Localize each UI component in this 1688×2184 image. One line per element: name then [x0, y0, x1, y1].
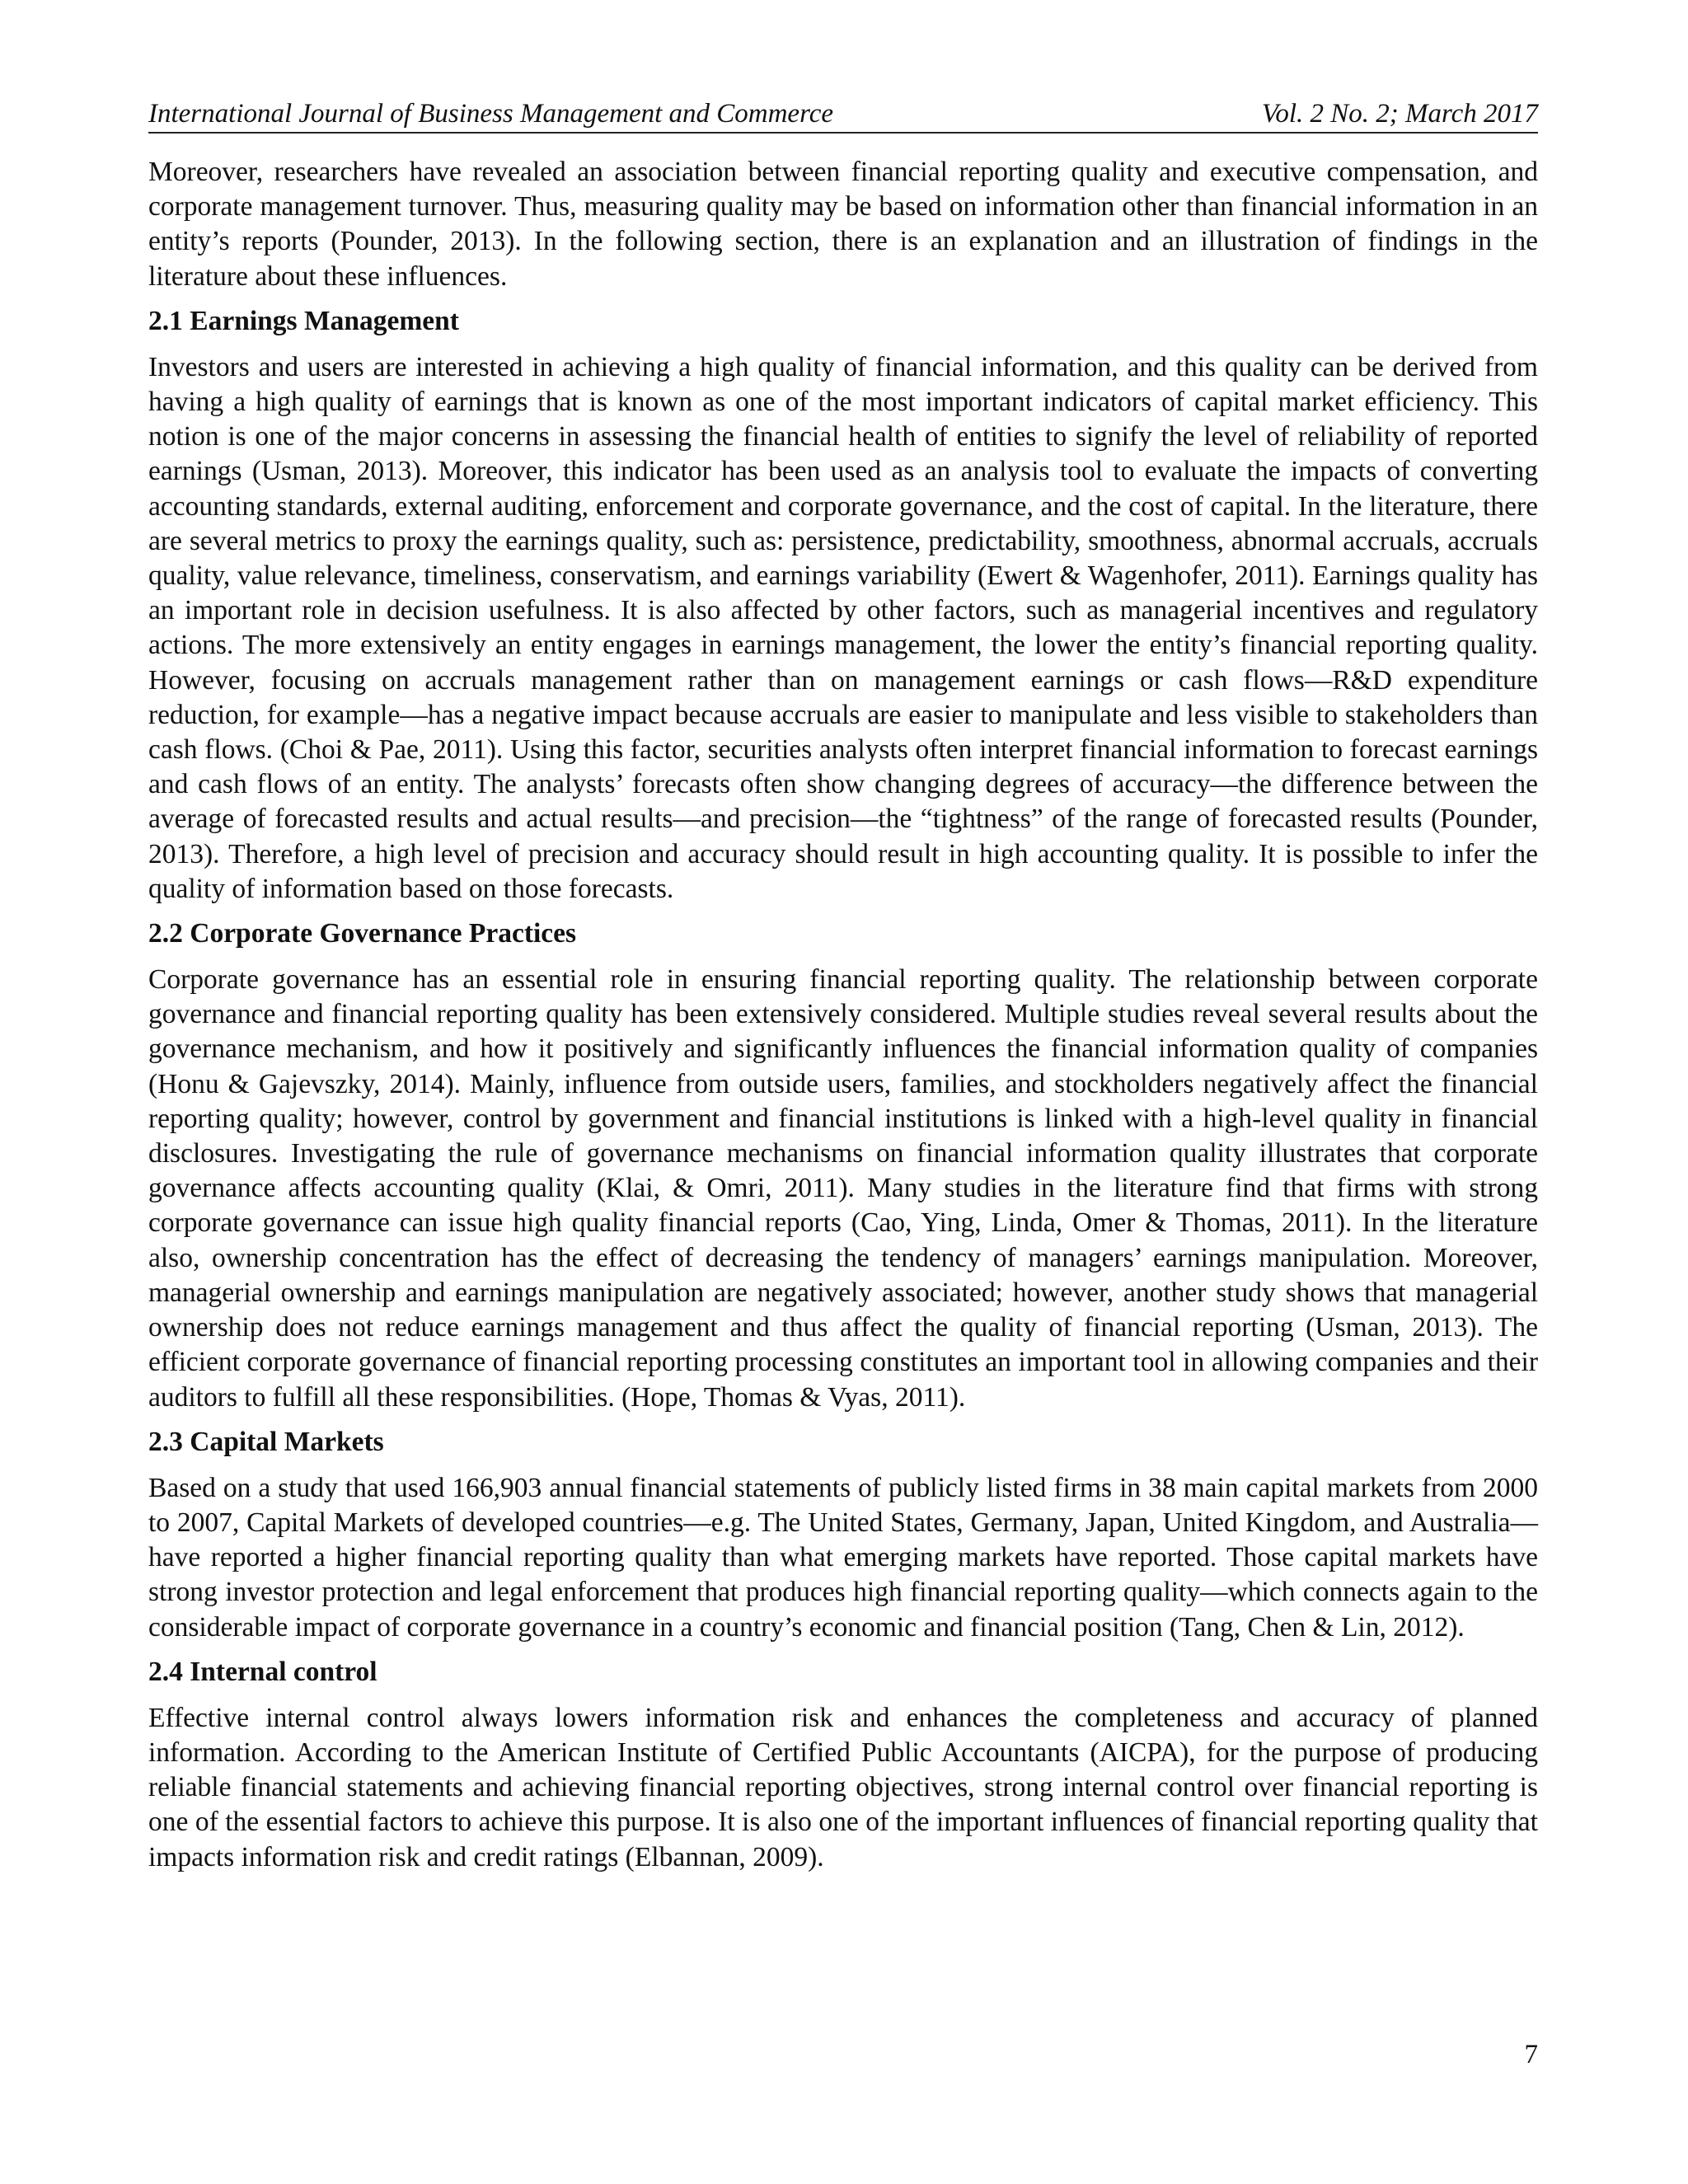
volume-info: Vol. 2 No. 2; March 2017 [1261, 99, 1538, 129]
page-content [148, 97, 1538, 1885]
section-earnings-management [148, 304, 1538, 907]
section-paragraph: Corporate governance has an essential role in ensuring financial reporting quality. The relationship between corporate governance and financial reporting quality has been extensively considered. Multiple studies reveal several results about the governance mechanism, and how it positively and significantly influences the financial information quality of companies (Honu & Gajevszky, 2014). Mainly, influence from outside users, families, and stockholders negatively affect the financial reporting quality; however, control by government and financial institutions is linked with a high-level quality in financial disclosures. Investigating the rule of governance mechanisms on financial information quality illustrates that corporate governance affects accounting quality (Klai, & Omri, 2011). Many studies in the literature find that firms with strong corporate governance can issue high quality financial reports (Cao, Ying, Linda, Omer & Thomas, 2011). In the literature also, ownership concentration has the effect of decreasing the tendency of managers’ earnings manipulation. Moreover, managerial ownership and earnings manipulation are negatively associated; however, another study shows that managerial ownership does not reduce earnings management and thus affect the quality of financial reporting (Usman, 2013). The efficient corporate governance of financial reporting processing constitutes an important tool in allowing companies and their auditors to fulfill all these responsibilities. (Hope, Thomas & Vyas, 2011). [148, 964, 1538, 1413]
section-paragraph: Based on a study that used 166,903 annual financial statements of publicly listed firms in 38 main capital markets from 2000 to 2007, Capital Markets of developed countries—e.g. The United States, Germany, Japan, United Kingdom, and Australia—have reported a higher financial reporting quality than what emerging markets have reported. Those capital markets have strong investor protection and legal enforcement that produces high financial reporting quality—which connects again to the considerable impact of corporate governance in a country’s economic and financial position (Tang, Chen & Lin, 2012). [148, 1472, 1538, 1643]
section-heading: 2.1 Earnings Management [148, 305, 459, 336]
section-paragraph: Investors and users are interested in achieving a high quality of financial information, and this quality can be derived from having a high quality of earnings that is known as one of the most important indicators of capital market efficiency. This notion is one of the major concerns in assessing the financial health of entities to signify the level of reliability of reported earnings (Usman, 2013). Moreover, this indicator has been used as an analysis tool to evaluate the impacts of converting accounting standards, external auditing, enforcement and corporate governance, and the cost of capital. In the literature, there are several metrics to proxy the earnings quality, such as: persistence, predictability, smoothness, abnormal accruals, accruals quality, value relevance, timeliness, conservatism, and earnings variability (Ewert & Wagenhofer, 2011). Earnings quality has an important role in decision usefulness. It is also affected by other factors, such as managerial incentives and regulatory actions. The more extensively an entity engages in earnings management, the lower the entity’s financial reporting quality. However, focusing on accruals management rather than on management earnings or cash flows—R&D expenditure reduction, for example—has a negative impact because accruals are easier to manipulate and less visible to stakeholders than cash flows. (Choi & Pae, 2011). Using this factor, securities analysts often interpret financial information to forecast earnings and cash flows of an entity. The analysts’ forecasts often show changing degrees of accuracy—the difference between the average of forecasted results and actual results—and precision—the “tightness” of the range of forecasted results (Pounder, 2013). Therefore, a high level of precision and accuracy should result in high accounting quality. It is possible to infer the quality of information based on those forecasts. [148, 351, 1538, 904]
section-heading: 2.2 Corporate Governance Practices [148, 918, 577, 949]
section-capital-markets [148, 1425, 1538, 1645]
intro-paragraph: Moreover, researchers have revealed an association between financial reporting quality and executive compensation, and corporate management turnover. Thus, measuring quality may be based on information other than financial information in an entity’s reports (Pounder, 2013). In the following section, there is an explanation and an illustration of findings in the literature about these influences. [148, 157, 1538, 292]
section-heading: 2.4 Internal control [148, 1656, 377, 1687]
section-internal-control [148, 1655, 1538, 1875]
section-heading: 2.3 Capital Markets [148, 1426, 384, 1457]
section-corporate-governance [148, 916, 1538, 1415]
running-header [148, 97, 1538, 134]
journal-title: International Journal of Business Management and Commerce [148, 99, 833, 129]
page-number: 7 [1524, 2040, 1538, 2069]
section-paragraph: Effective internal control always lowers information risk and enhances the completeness and accuracy of planned information. According to the American Institute of Certified Public Accountants (AICPA), for the purpose of producing reliable financial statements and achieving financial reporting objectives, strong internal control over financial reporting is one of the essential factors to achieve this purpose. It is also one of the important influences of financial reporting quality that impacts information risk and credit ratings (Elbannan, 2009). [148, 1702, 1538, 1872]
